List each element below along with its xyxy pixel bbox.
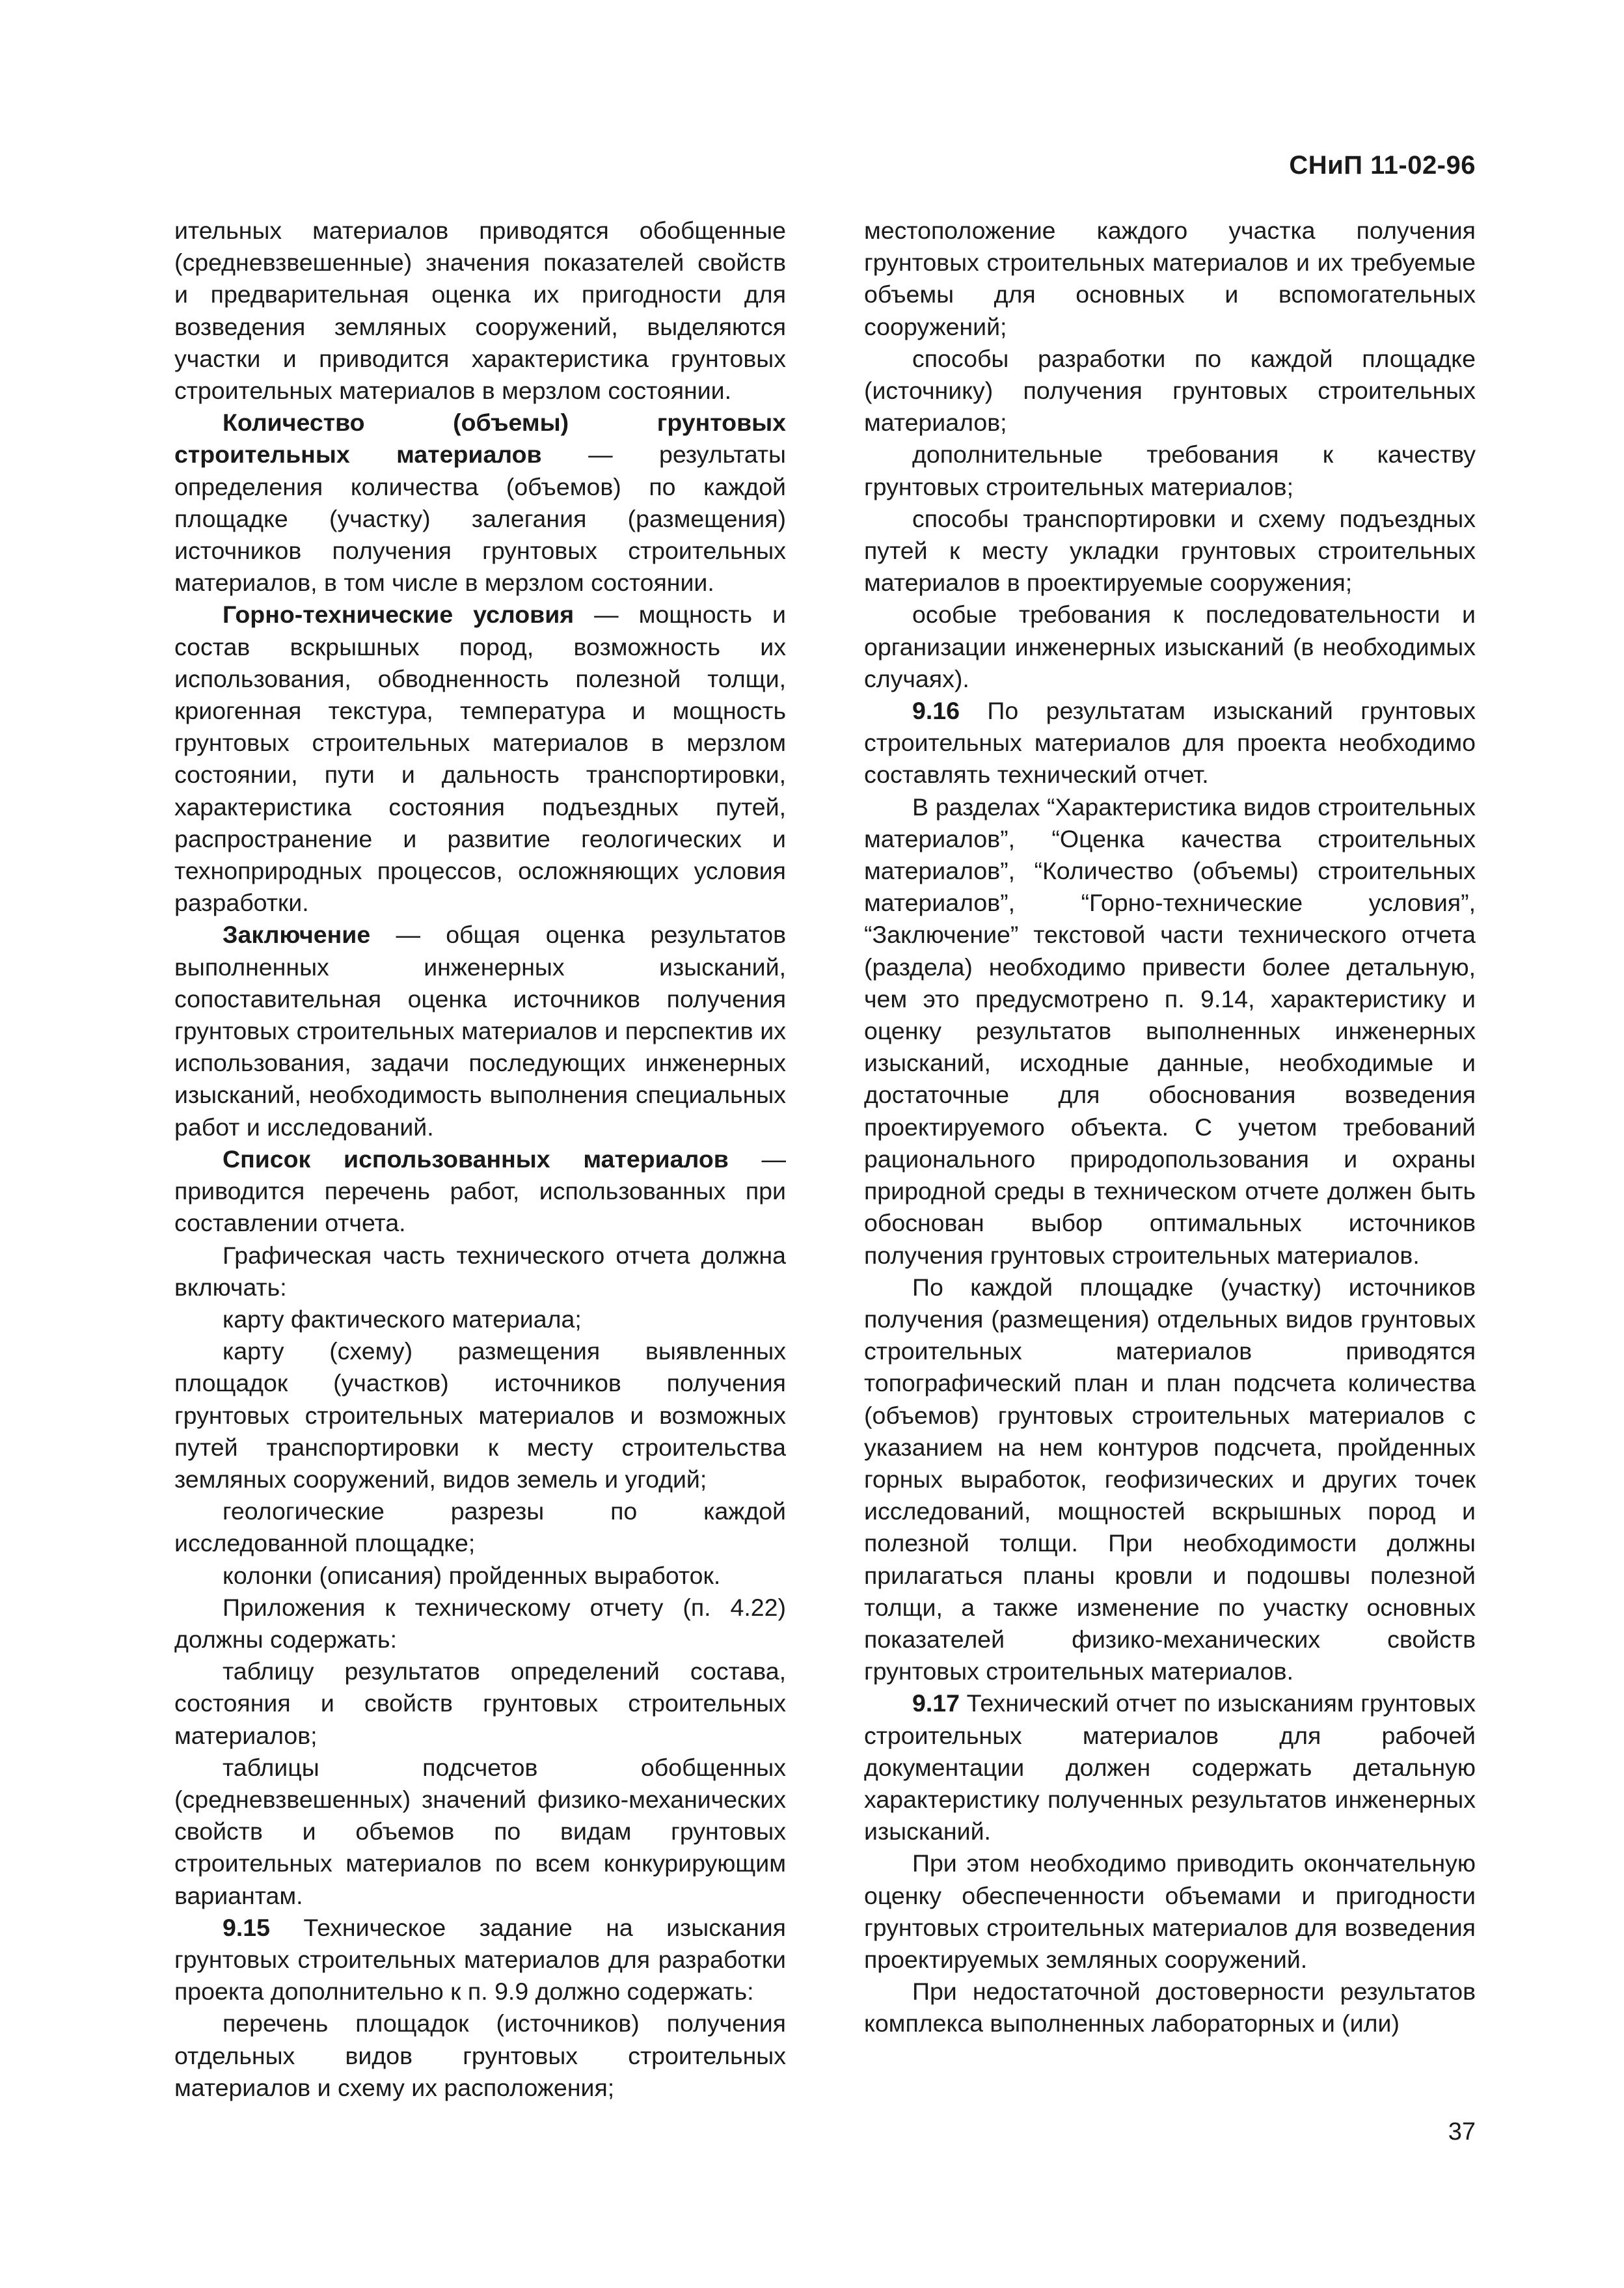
paragraph (864, 791, 1476, 1272)
paragraph (174, 599, 786, 919)
paragraph (864, 1847, 1476, 1976)
paragraph-text: карту (схему) размещения выявленных площадок (участков) источников получения грунтовых строительных материалов и возможных путей транспортировки к месту строительства земляных сооружений, видов земель и угодий; (174, 1337, 786, 1493)
paragraph-text: Технический отчет по изысканиям грунтовых строительных материалов для рабочей документации должен содержать детальную характеристику полученных результатов инженерных изысканий. (864, 1689, 1476, 1845)
paragraph (864, 439, 1476, 502)
paragraph (864, 599, 1476, 695)
paragraph-heading: 9.16 (912, 697, 960, 725)
paragraph-text: Приложения к техническому отчету (п. 4.22) должны содержать: (174, 1593, 786, 1653)
document-code: СНиП 11-02-96 (1289, 151, 1476, 180)
paragraph-text: местоположение каждого участка получения грунтовых строительных материалов и их требуемые объемы для основных и вспомогательных сооружений; (864, 217, 1476, 340)
paragraph (174, 407, 786, 599)
paragraph (864, 503, 1476, 599)
paragraph (864, 1272, 1476, 1688)
paragraph-text: ительных материалов приводятся обобщенные (средневзвешенные) значения показателей свойств и предварительная оценка их пригодности для возведения земляных сооружений, выделяются участки и приводится характеристика грунтовых строительных материалов в мерзлом состоянии. (174, 217, 786, 405)
paragraph-heading: Заключение (223, 921, 371, 949)
paragraph-text: особые требования к последовательности и организации инженерных изысканий (в необходимых случаях). (864, 601, 1476, 692)
paragraph-text: способы разработки по каждой площадке (источнику) получения грунтовых строительных материалов; (864, 344, 1476, 437)
paragraph (174, 1143, 786, 1240)
right-column (864, 215, 1476, 2040)
paragraph-text: По результатам изысканий грунтовых строительных материалов для проекта необходимо составлять технический отчет. (864, 697, 1476, 789)
paragraph-heading: 9.15 (223, 1913, 270, 1941)
paragraph (174, 1303, 786, 1335)
paragraph-heading: Количество (объемы) грунтовых строительных материалов (174, 409, 786, 469)
paragraph-text: При недостаточной достоверности результатов комплекса выполненных лабораторных и (или) (864, 1978, 1476, 2037)
paragraph-heading: 9.17 (912, 1689, 960, 1717)
paragraph (174, 1752, 786, 1912)
paragraph (864, 1976, 1476, 2039)
paragraph (174, 1495, 786, 1559)
paragraph-text: — приводится перечень работ, использованных при составлении отчета. (174, 1145, 786, 1237)
paragraph (864, 695, 1476, 791)
paragraph (174, 1335, 786, 1495)
paragraph-text: По каждой площадке (участку) источников получения (размещения) отдельных видов грунтовых строительных материалов приводятся топографический план и план подсчета количества (объемов) грунтовых строительных материалов с указанием на нем контуров подсчета, пройденных горных выработок, геофизических и других точек исследований, мощностей вскрышных пород и полезной толщи. При необходимости должны прилагаться планы кровли и подошвы полезной толщи, а также изменение по участку основных показателей физико-механических свойств грунтовых строительных материалов. (864, 1273, 1476, 1685)
paragraph (174, 2008, 786, 2104)
paragraph-heading: Список использованных материалов (223, 1145, 729, 1173)
paragraph (174, 919, 786, 1143)
paragraph (174, 1592, 786, 1655)
paragraph-text: карту фактического материала; (223, 1305, 582, 1333)
paragraph (174, 1560, 786, 1592)
paragraph (174, 1912, 786, 2008)
paragraph-text: способы транспортировки и схему подъездных путей к месту укладки грунтовых строительных материалов в проектируемые сооружения; (864, 504, 1476, 597)
paragraph (174, 1240, 786, 1303)
paragraph (174, 1655, 786, 1752)
paragraph-text: таблицы подсчетов обобщенных (средневзвешенных) значений физико-механических свойств и объемов по видам грунтовых строительных материалов по всем конкурирующим вариантам. (174, 1753, 786, 1909)
paragraph-text: перечень площадок (источников) получения отдельных видов грунтовых строительных материалов и схему их расположения; (174, 2009, 786, 2101)
paragraph-text: — результаты определения количества (объемов) по каждой площадке (участку) залегания (размещения) источников получения грунтовых строительных материалов, в том числе в мерзлом состоянии. (174, 441, 787, 597)
paragraph (864, 343, 1476, 439)
paragraph (174, 215, 786, 407)
left-column (174, 215, 786, 2104)
paragraph-text: В разделах “Характеристика видов строительных материалов”, “Оценка качества строительных материалов”, “Количество (объемы) строительных материалов”, “Горно-технические условия”, “Заключение” текстовой части технического отчета (раздела) необходимо привести более детальную, чем это предусмотрено п. 9.14, характеристику и оценку результатов выполненных инженерных изысканий, исходные данные, необходимые и достаточные для обоснования возведения проектируемого объекта. С учетом требований рационального природопользования и охраны природной среды в техническом отчете должен быть обоснован выбор оптимальных источников получения грунтовых строительных материалов. (864, 793, 1476, 1269)
paragraph-text: колонки (описания) пройденных выработок. (223, 1561, 721, 1589)
paragraph-text: — мощность и состав вскрышных пород, возможность их использования, обводненность полезной толщи, криогенная текстура, температура и мощность грунтовых строительных материалов в мерзлом состоянии, пути и дальность транспортировки, характеристика состояния подъездных путей, распространение и развитие геологических и техноприродных процессов, осложняющих условия разработки. (174, 601, 786, 917)
page-number: 37 (1448, 2118, 1476, 2145)
paragraph-heading: Горно-технические условия (223, 601, 575, 629)
paragraph-text: Техническое задание на изыскания грунтовых строительных материалов для разработки проекта дополнительно к п. 9.9 должно содержать: (174, 1913, 786, 2006)
paragraph (864, 1687, 1476, 1847)
paragraph-text: Графическая часть технического отчета должна включать: (174, 1241, 786, 1301)
paragraph (864, 215, 1476, 343)
paragraph-text: таблицу результатов определений состава, состояния и свойств грунтовых строительных материалов; (174, 1657, 786, 1749)
paragraph-text: — общая оценка результатов выполненных инженерных изысканий, сопоставительная оценка источников получения грунтовых строительных материалов и перспектив их использования, задачи последующих инженерных изысканий, необходимость выполнения специальных работ и исследований. (174, 921, 786, 1141)
paragraph-text: дополнительные требования к качеству грунтовых строительных материалов; (864, 441, 1476, 500)
paragraph-text: При этом необходимо приводить окончательную оценку обеспеченности объемами и пригодности грунтовых строительных материалов для возведения проектируемых земляных сооружений. (864, 1849, 1476, 1973)
paragraph-text: геологические разрезы по каждой исследованной площадке; (174, 1497, 786, 1557)
